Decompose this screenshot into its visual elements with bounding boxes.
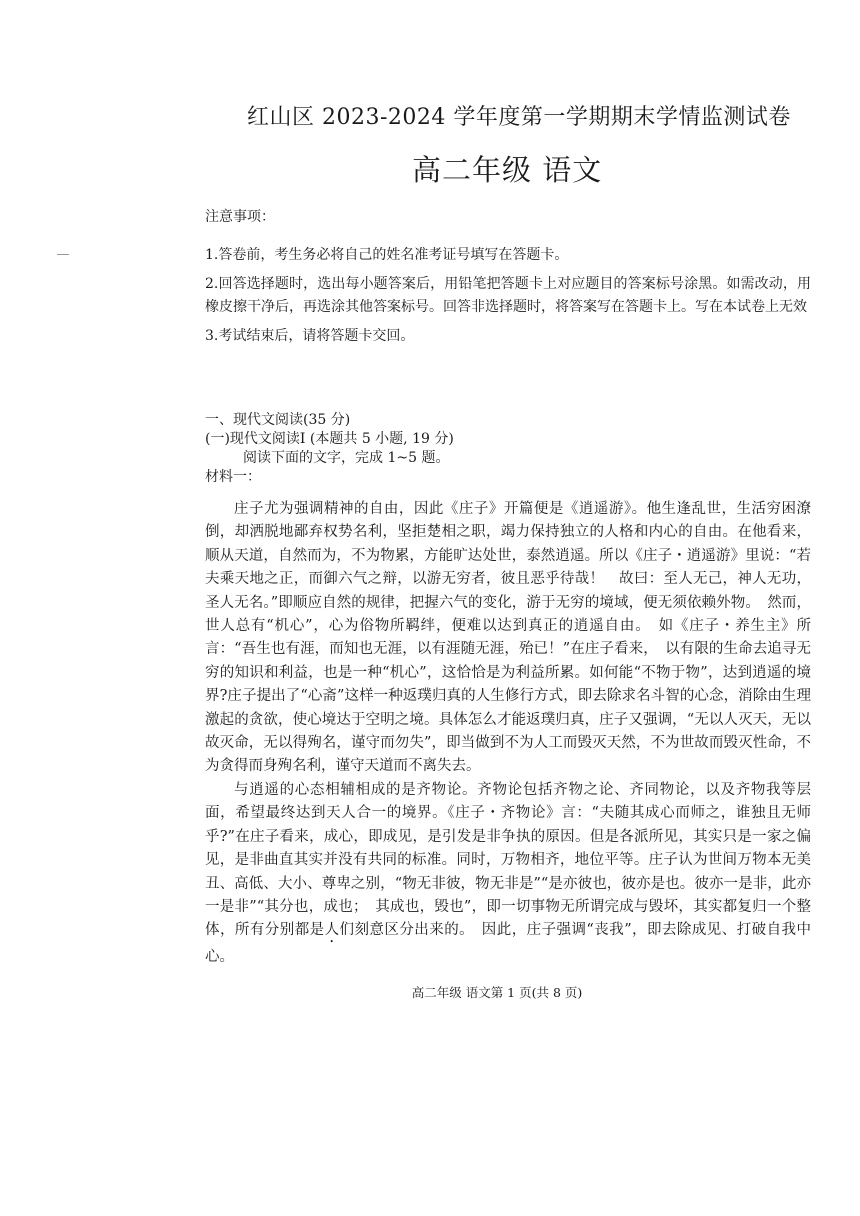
passage [205,498,811,970]
sub-title: (一)现代文阅读Ⅰ (本题共 5 小题, 19 分) [205,431,454,447]
notice-item-1: 1.答卷前，考生务必将自己的姓名准考证号填写在答题卡。 [205,247,569,263]
margin-mark [57,254,69,255]
exam-title: 红山区 2023-2024 学年度第一学期期末学情监测试卷 [247,105,791,130]
part-title: 一、现代文阅读(35 分) [205,412,351,428]
notice-list [205,244,811,354]
page-footer: 高二年级 语文第 1 页(共 8 页) [411,985,583,1000]
section-header [205,411,811,487]
notice-heading: 注意事项： [205,209,275,225]
passage-paragraph-2 [205,779,811,970]
material-label: 材料一： [205,469,261,485]
passage-paragraph-2-text: 与逍遥的心态相辅相成的是齐物论。齐物论包括齐物之论、齐同物论，以及齐物我等层面，希望最终达到天人合一的境界。《庄子・齐物论》言：“夫随其成心而师之，谁独且无师乎?”在庄子看来，成心，即成见，是引发是非争执的原因。但是各派所见，其实只是一家之偏见，是非曲直其实并没有共同的标准。同时，万物相齐，地位平等。庄子认为世间万物本无美丑、高低、大小、尊卑之别，“物无非彼，物无非是”“是亦彼也，彼亦是也。彼亦一是非，此亦一是非”“其分也，成也； 其成也，毁也”，即一切事物无所谓完成与毁坏，其实都复归一个整体，所有分别都是 [205,781,811,939]
reading-instruction: 阅读下面的文字，完成 1~5 题。 [243,450,450,466]
notice-item-3: 3.考试结束后，请将答题卡交回。 [205,328,415,344]
notice-item-2: 2.回答选择题时，选出每小题答案后，用铅笔把答题卡上对应题目的答案标号涂黑。如需改动，用橡皮擦干净后，再选涂其他答案标号。回答非选择题时，将答案写在答题卡上。写在本试卷上无效 [205,276,811,315]
emphasis-mark: 人 [324,922,340,939]
passage-paragraph-1: 庄子尤为强调精神的自由，因此《庄子》开篇便是《逍遥游》。他生逢乱世，生活穷困潦倒，却洒脱地鄙弃权势名利，坚拒楚相之职，竭力保持独立的人格和内心的自由。在他看来，顺从天道，自然而为，不为物累，方能旷达处世，泰然逍遥。所以《庄子・逍遥游》里说：“若夫乘天地之正，而御六气之辩，以游无穷者，彼且恶乎待哉！ 故曰：至人无己，神人无功，圣人无名。”即顺应自然的规律，把握六气的变化，游于无穷的境域，便无须依赖外物。 然而，世人总有“机心”，心为俗物所羁绊，便难以达到真正的逍遥自由。 如《庄子・养生主》所言：“吾生也有涯，而知也无涯，以有涯随无涯，殆已！”在庄子看来， 以有限的生命去追寻无穷的知识和利益，也是一种“机心”，这恰恰是为利益所累。如何能“不物于物”，达到逍遥的境界?庄子提出了“心斋”这样一种返璞归真的人生修行方式，即去除求名斗智的心念，消除由生理激起的贪欲，使心境达于空明之境。具体怎么才能返璞归真，庄子又强调，“无以人灭天，无以故灭命，无以得殉名，谨守而勿失”，即当做到不为人工而毁灭天然，不为世故而毁灭性命，不为贪得而身殉名利，谨守天道而不离失去。 [205,501,811,775]
exam-subtitle: 高二年级 语文 [412,153,603,187]
passage-paragraph-2-tail: 们刻意区分出来的。 因此，庄子强调“丧我”，即去除成见、打破自我中心。 [205,922,811,966]
